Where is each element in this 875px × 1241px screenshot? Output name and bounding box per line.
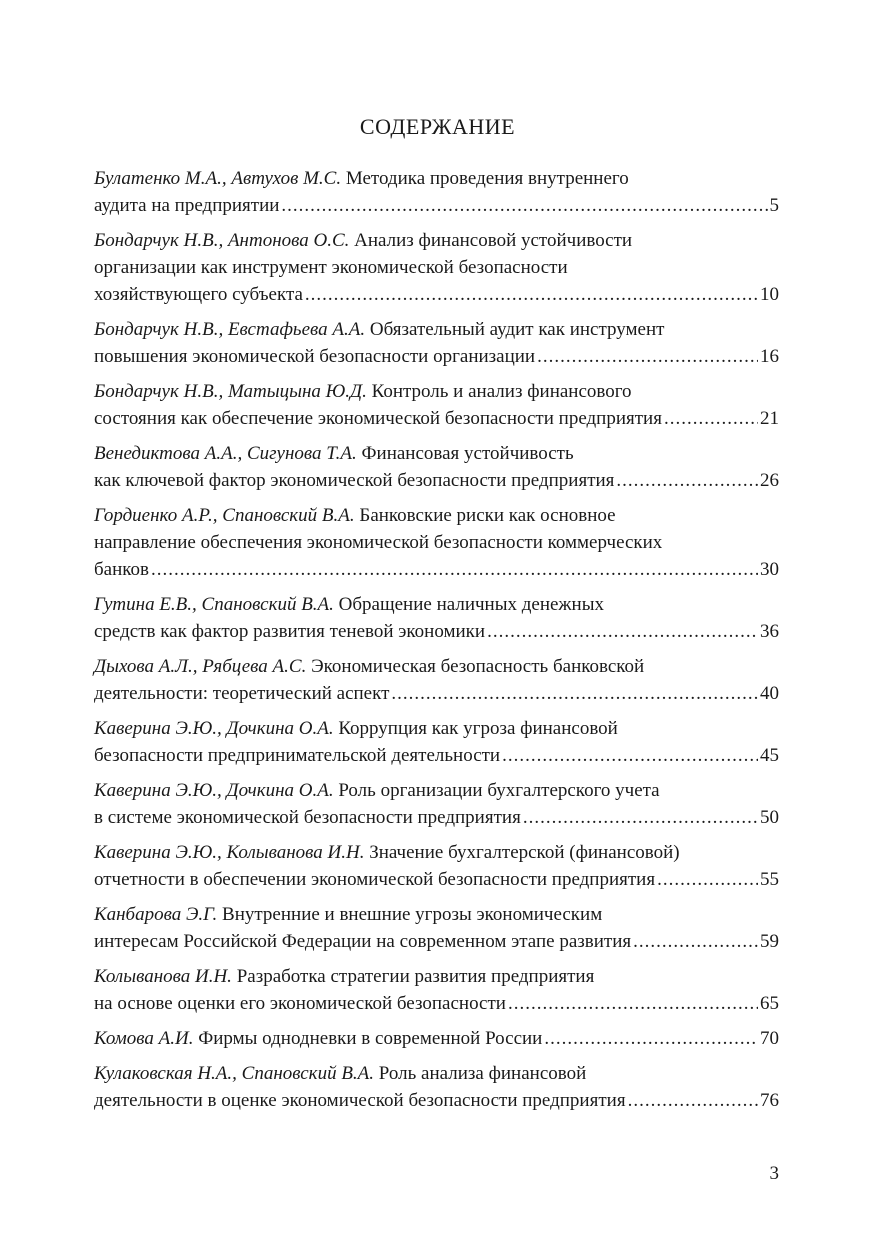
page-number: 3 [769,1163,779,1184]
toc-entry-authors: Бондарчук Н.В., Антонова О.С. [94,230,350,251]
toc-entry-line [94,316,779,343]
toc-entry-last-line [94,556,779,583]
toc-entry-authors: Каверина Э.Ю., Дочкина О.А. [94,780,334,801]
toc-entry-authors: Гутина Е.В., Спановский В.А. [94,594,334,615]
toc-entry [94,440,779,494]
toc-entry-line [94,165,779,192]
toc-entry-title-line: в системе экономической безопасности предприятия [94,807,521,828]
toc-entry-last-line [94,192,779,219]
toc-entry-title-line: Экономическая безопасность банковской [311,656,645,677]
toc-entry-page: 26 [760,470,779,491]
toc-entry [94,591,779,645]
toc-entry [94,653,779,707]
toc-entry-title-line: хозяйствующего субъекта [94,284,303,305]
toc-entry [94,378,779,432]
toc-entry [94,901,779,955]
toc-entry-last-line [94,281,779,308]
toc-entry-authors: Булатенко М.А., Автухов М.С. [94,168,342,189]
toc-entry-title-line: Банковские риски как основное [359,505,616,526]
toc-entry-last-line [94,1087,779,1114]
toc-entry [94,165,779,219]
toc-entry-page: 21 [760,408,779,429]
table-of-contents [94,165,779,1122]
toc-entry [94,715,779,769]
toc-entry-last-line [94,990,779,1017]
dot-leader [305,281,758,308]
toc-entry-title-line: безопасности предпринимательской деятельности [94,745,501,766]
toc-entry-title-line: Роль организации бухгалтерского учета [338,780,660,801]
toc-entry-line [94,839,779,866]
toc-entry-line [94,715,779,742]
dot-leader [508,990,758,1017]
dot-leader [537,343,758,370]
dot-leader [151,556,758,583]
toc-entry-last-line [94,866,779,893]
toc-entry-title-line: Фирмы однодневки в современной России [198,1028,543,1049]
toc-entry-title-line: Финансовая устойчивость [361,443,574,464]
toc-entry [94,839,779,893]
toc-entry-authors: Кулаковская Н.А., Спановский В.А. [94,1063,375,1084]
toc-entry-line [94,653,779,680]
toc-entry-title-line: отчетности в обеспечении экономической безопасности предприятия [94,869,656,890]
toc-entry-title-line: Контроль и анализ финансового [371,381,632,402]
toc-entry-page: 5 [769,195,779,216]
toc-entry-page: 40 [760,683,779,704]
toc-entry-authors: Каверина Э.Ю., Колыванова И.Н. [94,842,365,863]
toc-entry-title-line: аудита на предприятии [94,195,280,216]
toc-entry [94,1060,779,1114]
toc-entry-page: 30 [760,559,779,580]
toc-entry-title-line: банков [94,559,150,580]
toc-entry-title-line: Разработка стратегии развития предприятия [236,966,595,987]
toc-entry-title-line: повышения экономической безопасности организации [94,346,536,367]
toc-entry-title-line: Обязательный аудит как инструмент [369,319,665,340]
toc-entry-line [94,502,779,529]
toc-entry-authors: Бондарчук Н.В., Евстафьева А.А. [94,319,366,340]
toc-entry-authors: Гордиенко А.Р., Спановский В.А. [94,505,355,526]
dot-leader [628,1087,758,1114]
toc-entry-title-line: Анализ финансовой устойчивости [354,230,633,251]
dot-leader [544,1025,758,1052]
toc-entry-line [94,378,779,405]
toc-entry-page: 16 [760,346,779,367]
dot-leader [391,680,758,707]
toc-entry-line [94,254,779,281]
toc-entry-line [94,591,779,618]
dot-leader [657,866,758,893]
toc-entry-page: 36 [760,621,779,642]
toc-entry-page: 50 [760,807,779,828]
toc-entry [94,1025,779,1052]
toc-entry-last-line [94,1025,779,1052]
toc-entry-authors: Дыхова А.Л., Рябцева А.С. [94,656,307,677]
toc-entry-line [94,440,779,467]
page-title: СОДЕРЖАНИЕ [359,114,516,139]
dot-leader [281,192,767,219]
toc-entry-line [94,1060,779,1087]
dot-leader [523,804,758,831]
toc-entry-authors: Бондарчук Н.В., Матыцына Ю.Д. [94,381,367,402]
dot-leader [633,928,758,955]
toc-entry-authors: Колыванова И.Н. [94,966,232,987]
toc-entry-page: 59 [760,931,779,952]
toc-entry-last-line [94,618,779,645]
toc-entry-page: 45 [760,745,779,766]
toc-entry-page: 76 [760,1090,779,1111]
toc-entry-title-line: состояния как обеспечение экономической безопасности предприятия [94,408,662,429]
toc-entry [94,963,779,1017]
toc-entry-line [94,963,779,990]
toc-entry-title-line: направление обеспечения экономической безопасности коммерческих [94,532,663,553]
toc-entry-last-line [94,467,779,494]
toc-entry-title-line: на основе оценки его экономической безопасности [94,993,506,1014]
toc-entry-page: 55 [760,869,779,890]
toc-entry-title-line: Роль анализа финансовой [378,1063,587,1084]
toc-entry [94,777,779,831]
toc-entry-title-line: Коррупция как угроза финансовой [338,718,618,739]
dot-leader [616,467,758,494]
toc-entry-title-line: Внутренние и внешние угрозы экономическим [222,904,603,925]
toc-entry-title-line: деятельности в оценке экономической безопасности предприятия [94,1090,626,1111]
toc-entry-page: 10 [760,284,779,305]
toc-entry [94,227,779,308]
toc-entry-last-line [94,804,779,831]
toc-entry-title-line: средств как фактор развития теневой экономики [94,621,486,642]
toc-entry-last-line [94,742,779,769]
toc-entry-title-line: Значение бухгалтерской (финансовой) [369,842,680,863]
toc-entry-last-line [94,343,779,370]
toc-entry-authors: Канбарова Э.Г. [94,904,218,925]
toc-entry-last-line [94,405,779,432]
toc-entry-authors: Венедиктова А.А., Сигунова Т.А. [94,443,357,464]
toc-entry-page: 70 [760,1028,779,1049]
toc-entry-line [94,227,779,254]
toc-entry-authors: Каверина Э.Ю., Дочкина О.А. [94,718,334,739]
toc-entry-authors: Комова А.И. [94,1028,194,1049]
toc-entry-title-line: деятельности: теоретический аспект [94,683,390,704]
toc-entry-line [94,529,779,556]
toc-entry-page: 65 [760,993,779,1014]
toc-entry-title-line: Обращение наличных денежных [338,594,604,615]
toc-entry-line [94,901,779,928]
dot-leader [487,618,758,645]
toc-entry-title-line: Методика проведения внутреннего [345,168,629,189]
toc-entry [94,502,779,583]
toc-entry [94,316,779,370]
toc-entry-title-line: как ключевой фактор экономической безопасности предприятия [94,470,615,491]
toc-entry-line [94,777,779,804]
dot-leader [502,742,758,769]
toc-entry-title-line: организации как инструмент экономической безопасности [94,257,568,278]
dot-leader [664,405,758,432]
toc-entry-last-line [94,928,779,955]
toc-entry-title-line: интересам Российской Федерации на современном этапе развития [94,931,632,952]
toc-entry-last-line [94,680,779,707]
